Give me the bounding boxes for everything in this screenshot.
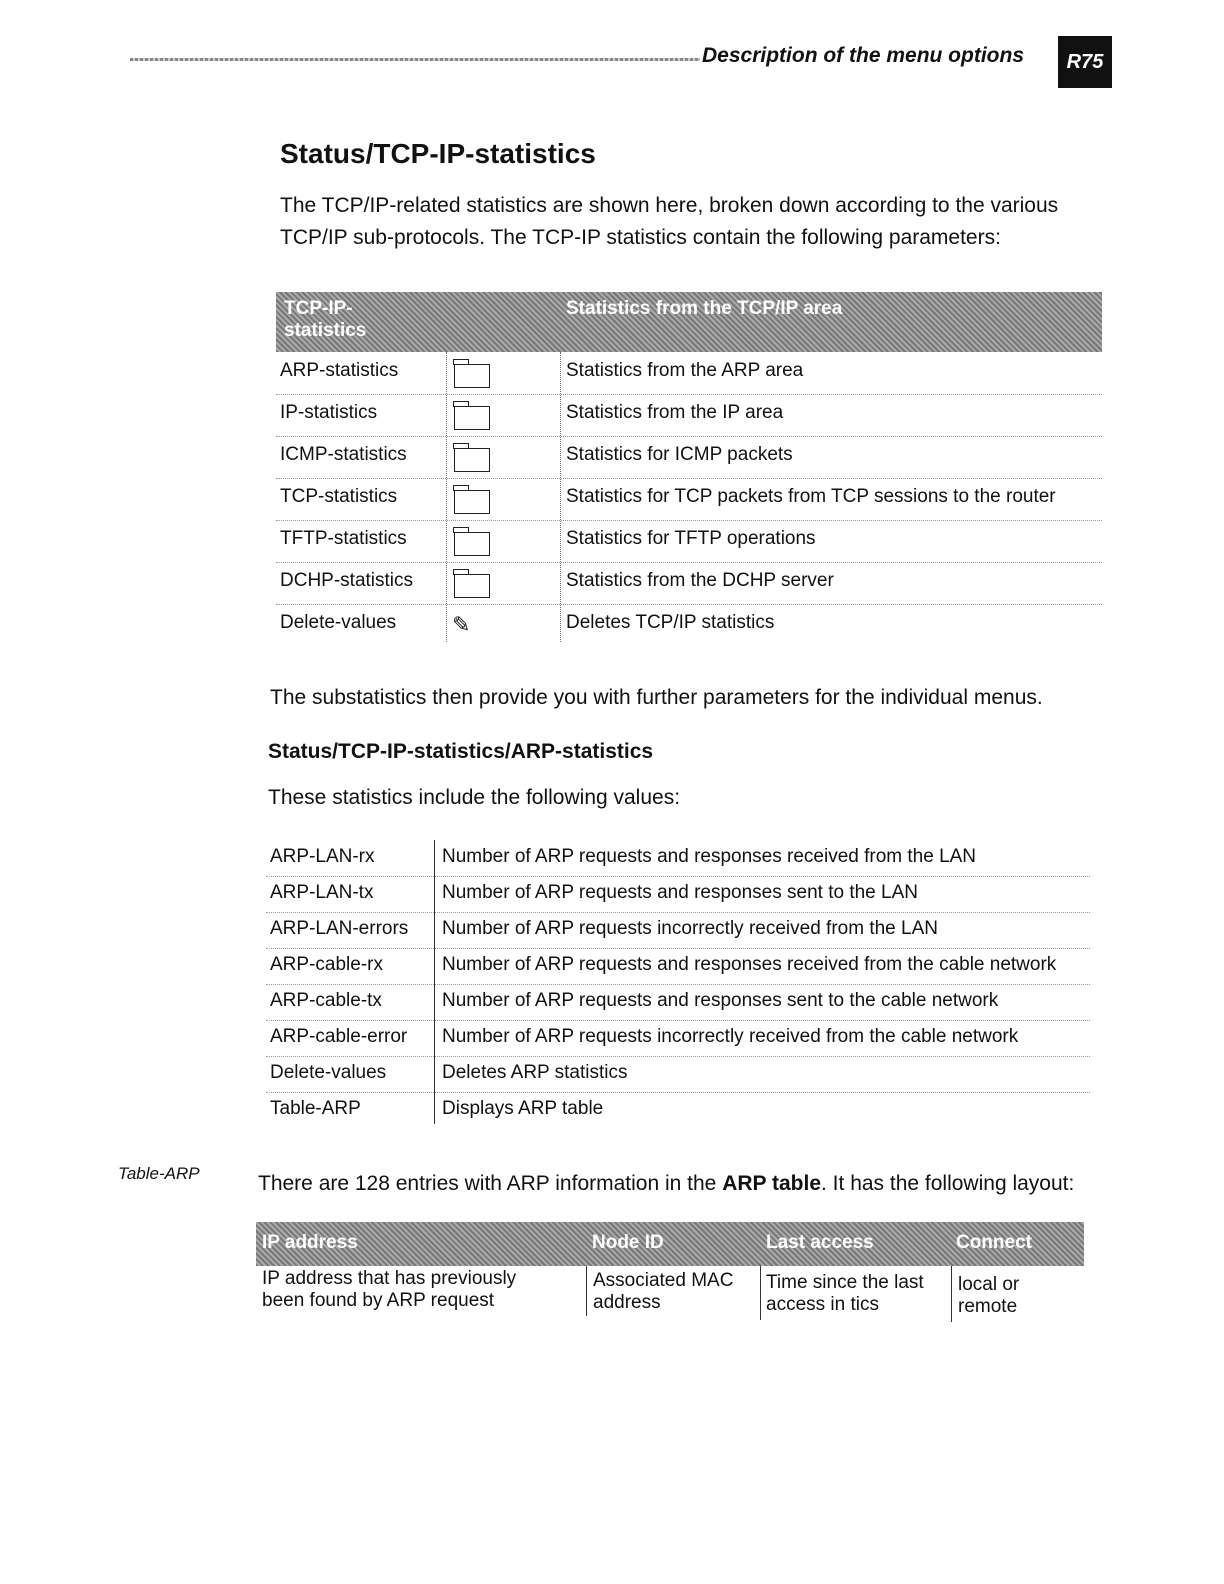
param-desc: Statistics for ICMP packets: [566, 444, 793, 465]
value-name: ARP-cable-tx: [270, 990, 382, 1011]
table3-cell-connect: local or remote: [958, 1274, 1020, 1317]
value-name: ARP-LAN-tx: [270, 882, 374, 903]
folder-icon: [454, 406, 490, 430]
intro-text: The TCP/IP-related statistics are shown here, broken down according to the various TCP/IP sub-protocols. The TCP-IP statistics contain the following parameters:: [280, 194, 1059, 249]
param-name: Delete-values: [280, 612, 397, 633]
param-desc: Statistics from the ARP area: [566, 360, 804, 381]
subsection-title: Status/TCP-IP-statistics/ARP-statistics: [268, 740, 654, 763]
value-desc: Displays ARP table: [442, 1098, 604, 1119]
arp-table-text: There are 128 entries with ARP information in the ARP table. It has the following layout:: [258, 1172, 1075, 1195]
table1-header-col1: TCP-IP-statistics: [284, 298, 367, 341]
table1-row: [276, 520, 1102, 563]
table1-row: [276, 604, 1102, 646]
table2-row: [266, 876, 1090, 913]
folder-icon: [454, 532, 490, 556]
value-name: ARP-LAN-errors: [270, 918, 409, 939]
value-name: Delete-values: [270, 1062, 387, 1083]
param-desc: Deletes TCP/IP statistics: [566, 612, 775, 633]
table1-row: [276, 394, 1102, 437]
value-desc: Number of ARP requests and responses received from the cable network: [442, 954, 1057, 975]
value-name: ARP-cable-rx: [270, 954, 383, 975]
table1-header: [276, 292, 1102, 352]
table1-row: [276, 352, 1102, 395]
param-desc: Statistics for TFTP operations: [566, 528, 816, 549]
folder-icon: [454, 490, 490, 514]
value-desc: Number of ARP requests and responses sent to the cable network: [442, 990, 999, 1011]
table3-header-node: Node ID: [592, 1232, 664, 1253]
value-desc: Deletes ARP statistics: [442, 1062, 628, 1083]
param-name: IP-statistics: [280, 402, 378, 423]
param-name: TFTP-statistics: [280, 528, 407, 549]
table2-row: [266, 1056, 1090, 1093]
value-desc: Number of ARP requests incorrectly received from the cable network: [442, 1026, 1019, 1047]
running-header: Description of the menu options: [702, 44, 1025, 67]
table2-row: [266, 912, 1090, 949]
table3-header: [256, 1222, 1084, 1266]
value-name: ARP-LAN-rx: [270, 846, 375, 867]
table2-row: [266, 948, 1090, 985]
table3-header-connect: Connect: [956, 1232, 1032, 1253]
table3-cell-ip: IP address that has previously been found by ARP request: [262, 1268, 517, 1311]
table2-row: [266, 1020, 1090, 1057]
param-name: DCHP-statistics: [280, 570, 414, 591]
table1-row: [276, 562, 1102, 605]
folder-icon: [454, 448, 490, 472]
section-title: Status/TCP-IP-statistics: [280, 138, 596, 169]
param-name: ICMP-statistics: [280, 444, 407, 465]
table1-row: [276, 478, 1102, 521]
table2-row: [266, 840, 1090, 877]
folder-icon: [454, 364, 490, 388]
page-number: R75: [1058, 36, 1112, 88]
param-name: TCP-statistics: [280, 486, 398, 507]
table2-row: [266, 984, 1090, 1021]
param-desc: Statistics from the IP area: [566, 402, 784, 423]
value-desc: Number of ARP requests incorrectly received from the LAN: [442, 918, 938, 939]
header-rule: [130, 58, 700, 61]
table3-header-last: Last access: [766, 1232, 874, 1253]
table3-cell-node: Associated MAC address: [593, 1270, 734, 1313]
param-desc: Statistics from the DCHP server: [566, 570, 834, 591]
value-name: ARP-cable-error: [270, 1026, 408, 1047]
param-name: ARP-statistics: [280, 360, 399, 381]
table2-row: [266, 1092, 1090, 1128]
margin-note: Table-ARP: [118, 1164, 200, 1183]
table1-row: [276, 436, 1102, 479]
subintro-text: These statistics include the following values:: [268, 786, 681, 809]
value-desc: Number of ARP requests and responses received from the LAN: [442, 846, 977, 867]
folder-icon: [454, 574, 490, 598]
substats-text: The substatistics then provide you with further parameters for the individual menus.: [270, 686, 1043, 709]
action-icon: ✎: [452, 612, 471, 637]
value-desc: Number of ARP requests and responses sent to the LAN: [442, 882, 918, 903]
table3-cell-last: Time since the last access in tics: [766, 1272, 924, 1315]
value-name: Table-ARP: [270, 1098, 361, 1119]
table1-header-col2: Statistics from the TCP/IP area: [566, 298, 843, 319]
table3-header-ip: IP address: [262, 1232, 358, 1253]
param-desc: Statistics for TCP packets from TCP sessions to the router: [566, 486, 1056, 507]
